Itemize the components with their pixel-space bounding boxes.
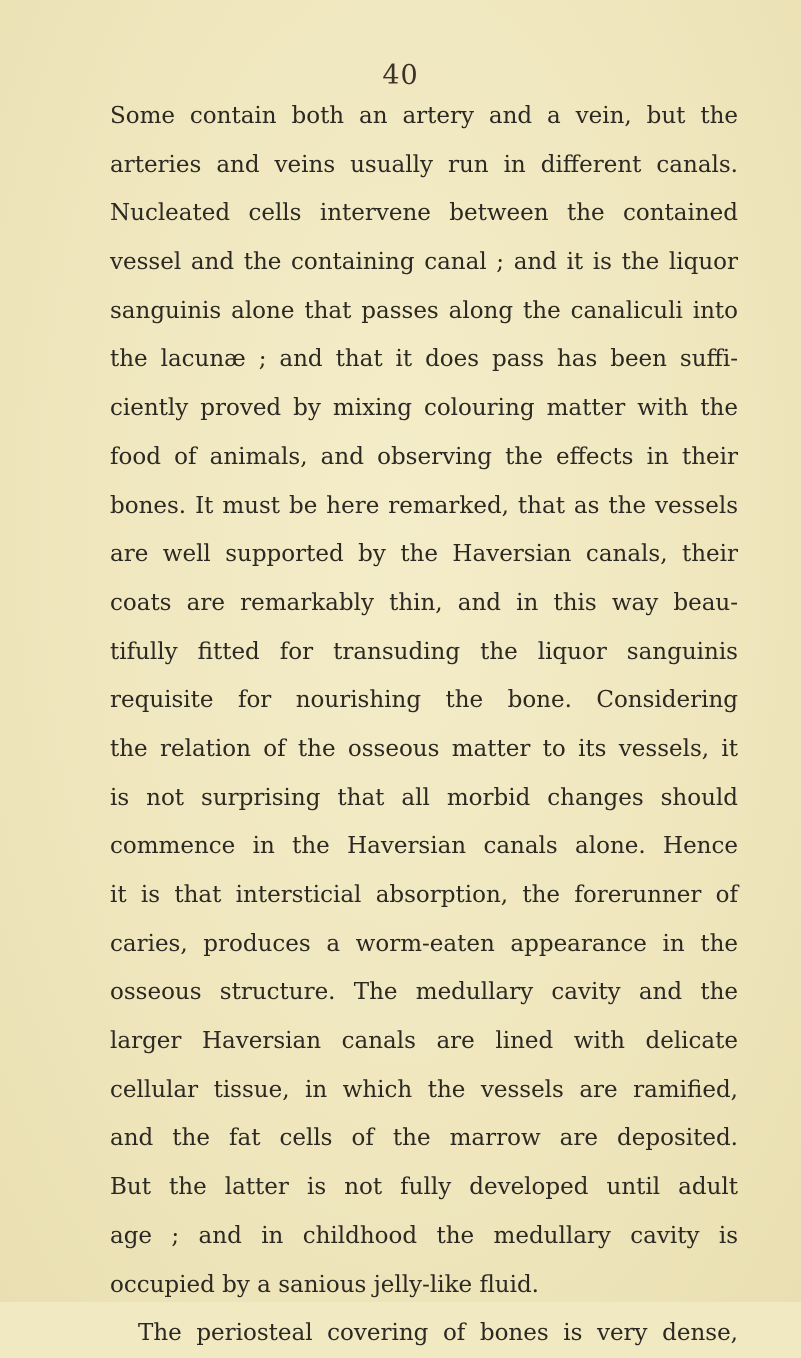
- text-line: tifully fitted for transuding the liquor sanguinis: [110, 638, 738, 665]
- text-line: larger Haversian canals are lined with delicate: [110, 1028, 738, 1055]
- text-line: sanguinis alone that passes along the canaliculi into: [110, 297, 738, 324]
- text-line: age ; and in childhood the medullary cavity is: [110, 1222, 738, 1249]
- text-line: The periosteal covering of bones is very dense,: [138, 1320, 738, 1347]
- text-line: caries, produces a worm-eaten appearance in the: [110, 930, 738, 957]
- text-line: osseous structure. The medullary cavity and the: [110, 979, 738, 1006]
- text-line: commence in the Haversian canals alone. Hence: [110, 833, 738, 860]
- text-line: are well supported by the Haversian canals, their: [110, 541, 738, 568]
- text-line: Nucleated cells intervene between the contained: [110, 200, 738, 227]
- text-line: But the latter is not fully developed until adult: [110, 1174, 738, 1201]
- text-line: arteries and veins usually run in different canals.: [110, 151, 738, 178]
- text-line: Some contain both an artery and a vein, but the: [110, 103, 738, 129]
- text-line: bones. It must be here remarked, that as the vessels: [110, 492, 738, 519]
- text-line: cellular tissue, in which the vessels are ramified,: [110, 1076, 738, 1103]
- text-line: the relation of the osseous matter to its vessels, it: [110, 735, 738, 762]
- text-line: requisite for nourishing the bone. Considering: [110, 687, 738, 714]
- text-line: vessel and the containing canal ; and it is the liquor: [110, 249, 738, 276]
- text-line: the lacunæ ; and that it does pass has been suffi-: [110, 346, 738, 373]
- page-number: 40: [382, 60, 419, 91]
- text-line: occupied by a sanious jelly-like fluid.: [110, 1271, 539, 1298]
- text-line: coats are remarkably thin, and in this way beau-: [110, 589, 738, 616]
- text-line: ciently proved by mixing colouring matter with the: [110, 395, 738, 422]
- text-line: is not surprising that all morbid changes should: [110, 784, 738, 811]
- text-line: it is that intersticial absorption, the forerunner of: [110, 882, 738, 908]
- body-text: [110, 92, 738, 1358]
- text-line: and the fat cells of the marrow are deposited.: [110, 1125, 738, 1152]
- text-line: food of animals, and observing the effects in their: [110, 443, 738, 470]
